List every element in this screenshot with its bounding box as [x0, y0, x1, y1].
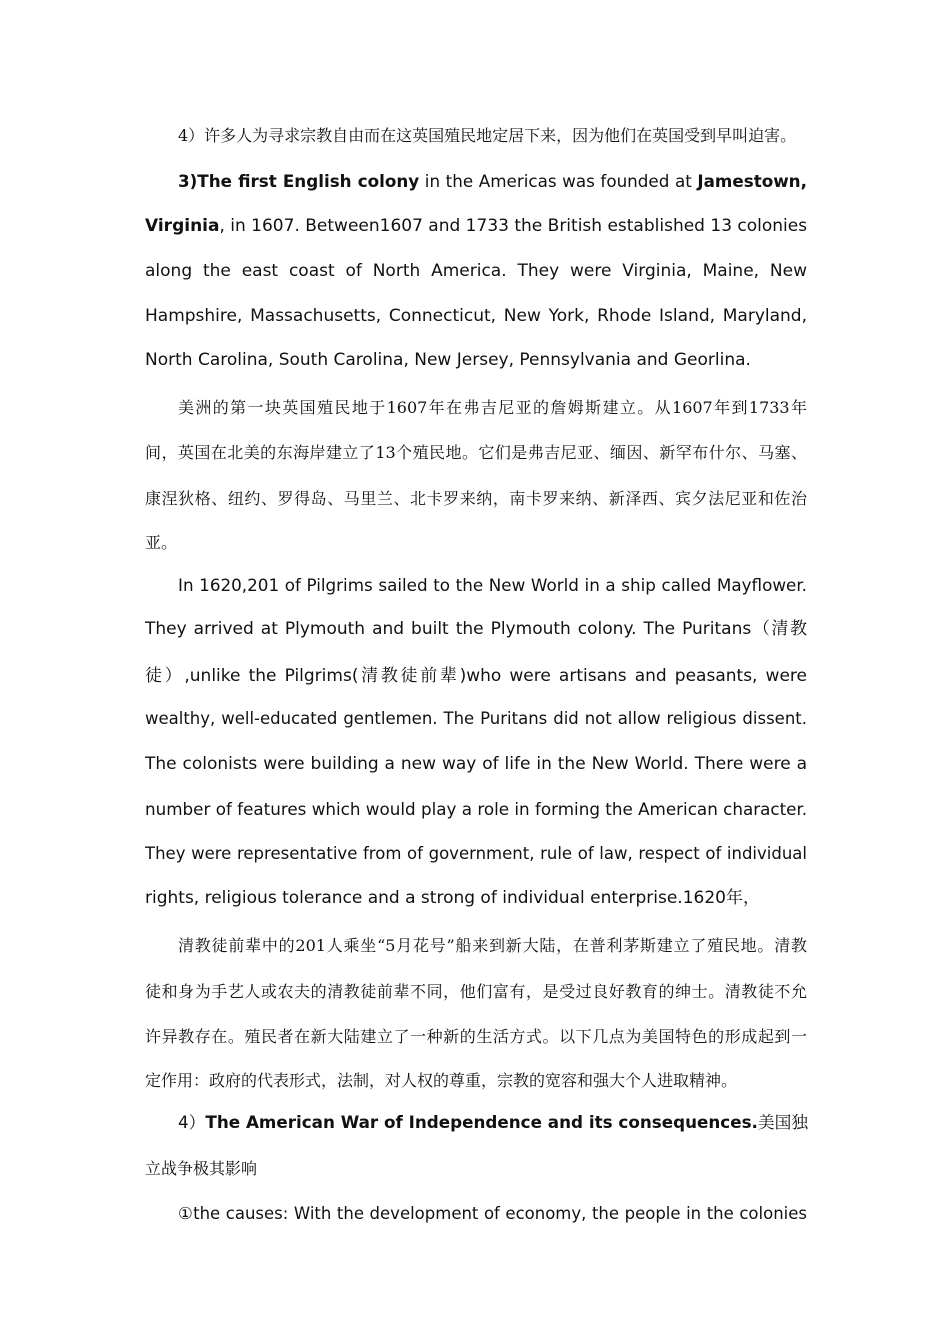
paragraph-line: They arrived at Plymouth and built the Plymouth colony. The Puritans（清教: [145, 619, 807, 639]
line-text: 4）许多人为寻求宗教自由而在这英国殖民地定居下来，因为他们在英国受到早叫迫害。: [178, 126, 797, 145]
section-4-heading-line: [145, 1110, 807, 1134]
paragraph-line: 亚。: [145, 533, 178, 552]
document-page: [145, 0, 807, 1344]
place-name-jamestown: Jamestown,: [697, 171, 807, 191]
line-text: in the Americas was founded at: [419, 171, 698, 191]
line-text: , in 1607. Between1607 and 1733 the British established 13 colonies: [219, 216, 808, 236]
paragraph-line: North Carolina, South Carolina, New Jersey, Pennsylvania and Georlina.: [145, 350, 751, 370]
paragraph-line: 美洲的第一块英国殖民地于1607年在弗吉尼亚的詹姆斯建立。从1607年到1733年: [178, 398, 807, 417]
paragraph-line: The colonists were building a new way of life in the New World. There were a: [145, 754, 807, 774]
paragraph-line: along the east coast of North America. They were Virginia, Maine, New: [145, 261, 807, 281]
paragraph-line: rights, religious tolerance and a strong of individual enterprise.1620年，: [145, 888, 760, 908]
paragraph-line: number of features which would play a role in forming the American character.: [145, 799, 808, 819]
section-3-heading: 3)The first English colony: [178, 171, 420, 191]
section-4-heading: The American War of Independence and its consequences.: [205, 1112, 758, 1132]
paragraph-line: [145, 124, 807, 148]
paragraph-line: 徒）,unlike the Pilgrims(清教徒前辈)who were artisans and peasants, were: [145, 666, 807, 686]
paragraph-line: 间，英国在北美的东海岸建立了13个殖民地。它们是弗吉尼亚、缅因、新罕布什尔、马塞、: [145, 443, 807, 462]
paragraph-line: Hampshire, Massachusetts, Connecticut, New York, Rhode Island, Maryland,: [145, 306, 807, 326]
paragraph-line: 许异教存在。殖民者在新大陆建立了一种新的生活方式。以下几点为美国特色的形成起到一: [145, 1027, 807, 1046]
paragraph-line: wealthy, well-educated gentlemen. The Puritans did not allow religious dissent.: [145, 709, 807, 728]
line-text: 美国独: [757, 1112, 809, 1132]
paragraph-line: 清教徒前辈中的201人乘坐“5月花号”船来到新大陆，在普利茅斯建立了殖民地。清教: [178, 936, 807, 955]
paragraph-line: 立战争极其影响: [145, 1159, 258, 1178]
paragraph-line: ①the causes: With the development of economy, the people in the colonies: [178, 1204, 807, 1223]
section-number: 4）: [178, 1112, 206, 1132]
place-name-virginia: Virginia: [145, 216, 220, 236]
section-3-heading-line: [145, 169, 807, 193]
paragraph-line: 徒和身为手艺人或农夫的清教徒前辈不同，他们富有，是受过良好教育的绅士。清教徒不允: [145, 982, 807, 1001]
paragraph-line: 康涅狄格、纽约、罗得岛、马里兰、北卡罗来纳，南卡罗来纳、新泽西、宾夕法尼亚和佐治: [145, 489, 807, 508]
paragraph-line: 定作用：政府的代表形式，法制，对人权的尊重，宗教的宽容和强大个人进取精神。: [145, 1071, 738, 1090]
paragraph-line: They were representative from of government, rule of law, respect of individual: [145, 844, 807, 863]
paragraph-line: [145, 214, 807, 238]
paragraph-line: In 1620,201 of Pilgrims sailed to the New World in a ship called Mayflower.: [178, 575, 807, 595]
